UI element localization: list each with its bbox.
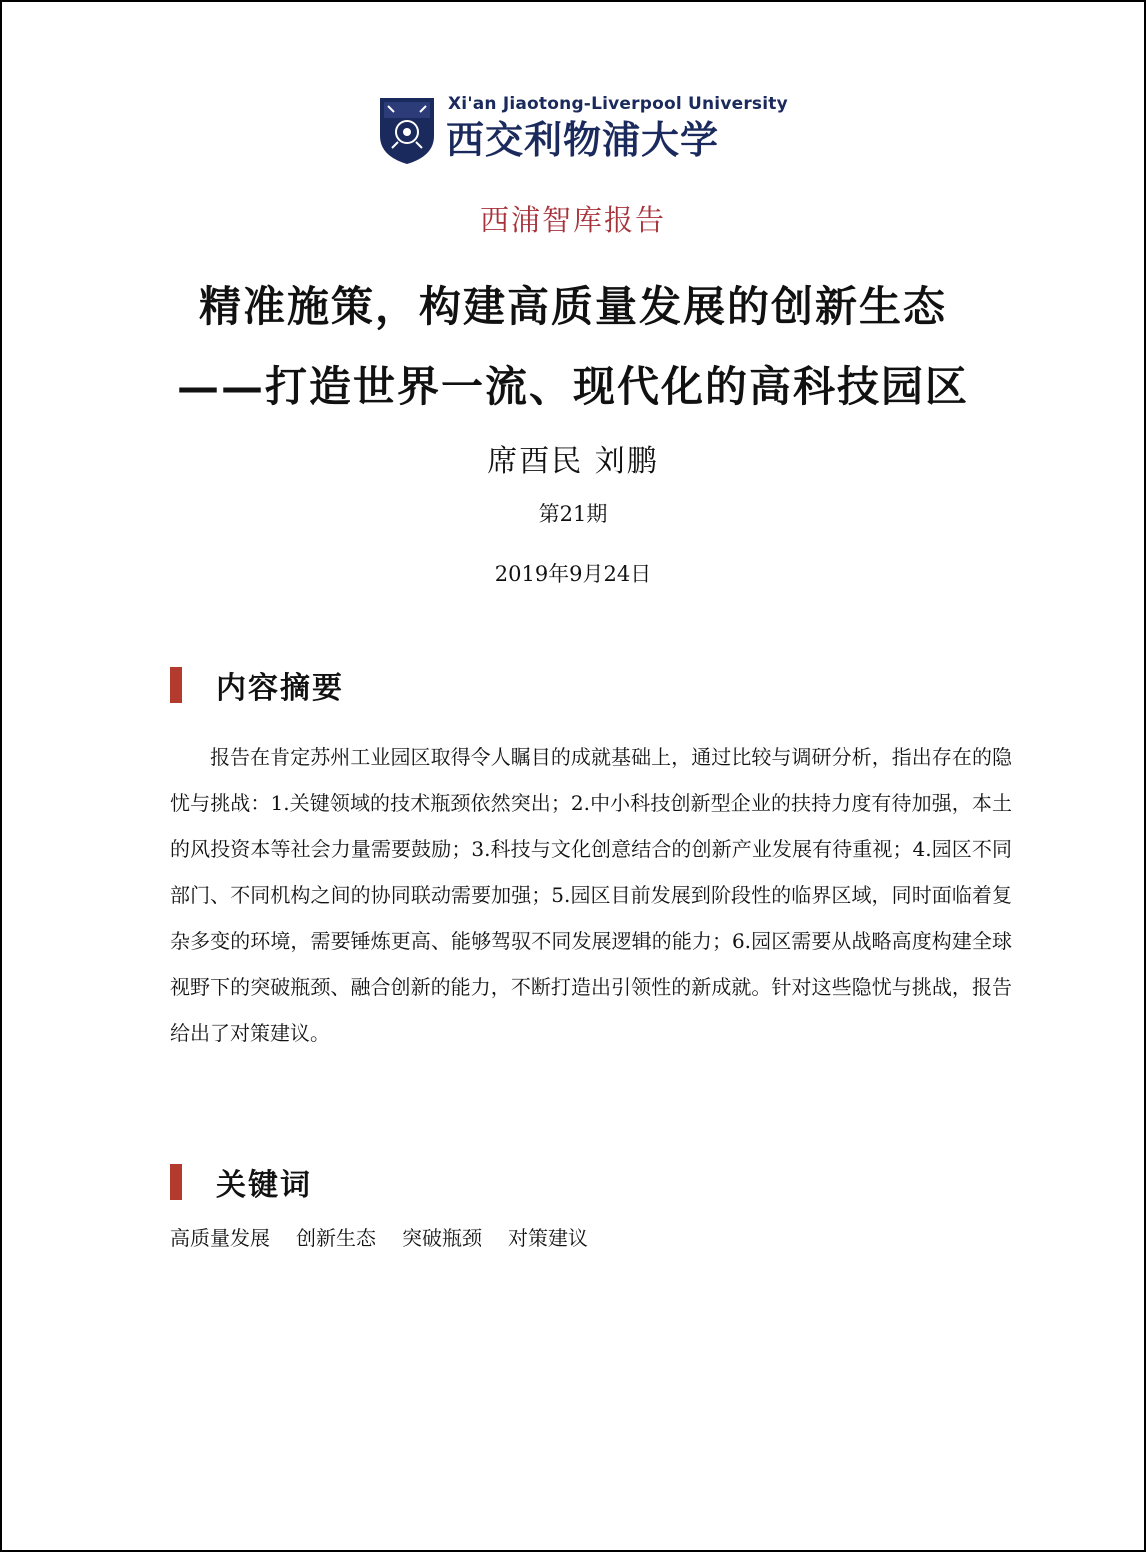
report-title-line-1: 精准施策，构建高质量发展的创新生态 (198, 282, 947, 331)
report-series-label: 西浦智库报告 (479, 203, 666, 237)
keyword-item: 高质量发展 (170, 1226, 270, 1250)
keyword-item: 突破瓶颈 (402, 1226, 482, 1250)
report-authors: 席酉民 刘鹏 (487, 444, 659, 479)
keywords-heading-text: 关键词 (216, 1168, 312, 1203)
abstract-heading-text: 内容摘要 (216, 671, 344, 706)
university-crest-icon (378, 96, 436, 166)
report-issue: 第21期 (538, 502, 608, 526)
section-marker-bar (170, 667, 182, 703)
keywords-list (170, 1222, 588, 1251)
keyword-item: 创新生态 (296, 1226, 376, 1250)
abstract-heading (170, 665, 344, 705)
report-date: 2019年9月24日 (494, 562, 652, 586)
abstract-body: 报告在肯定苏州工业园区取得令人瞩目的成就基础上，通过比较与调研分析，指出存在的隐忧与挑战：1.关键领域的技术瓶颈依然突出；2.中小科技创新型企业的扶持力度有待加强，本土的风投资本等社会力量需要鼓励；3.科技与文化创意结合的创新产业发展有待重视；4.园区不同部门、不同机构之间的协同联动需要加强；5.园区目前发展到阶段性的临界区域，同时面临着复杂多变的环境，需要锤炼更高、能够驾驭不同发展逻辑的能力；6.园区需要从战略高度构建全球视野下的突破瓶颈、融合创新的能力，不断打造出引领性的新成就。针对这些隐忧与挑战，报告给出了对策建议。 (170, 745, 1012, 1045)
keyword-item: 对策建议 (508, 1226, 588, 1250)
report-title-line-2: ——打造世界一流、现代化的高科技园区 (176, 362, 969, 411)
section-marker-bar (170, 1164, 182, 1200)
university-name-chinese: 西交利物浦大学 (446, 118, 720, 162)
university-name-english: Xi'an Jiaotong-Liverpool University (448, 94, 788, 114)
keywords-heading (170, 1162, 312, 1202)
university-logo (378, 94, 788, 170)
